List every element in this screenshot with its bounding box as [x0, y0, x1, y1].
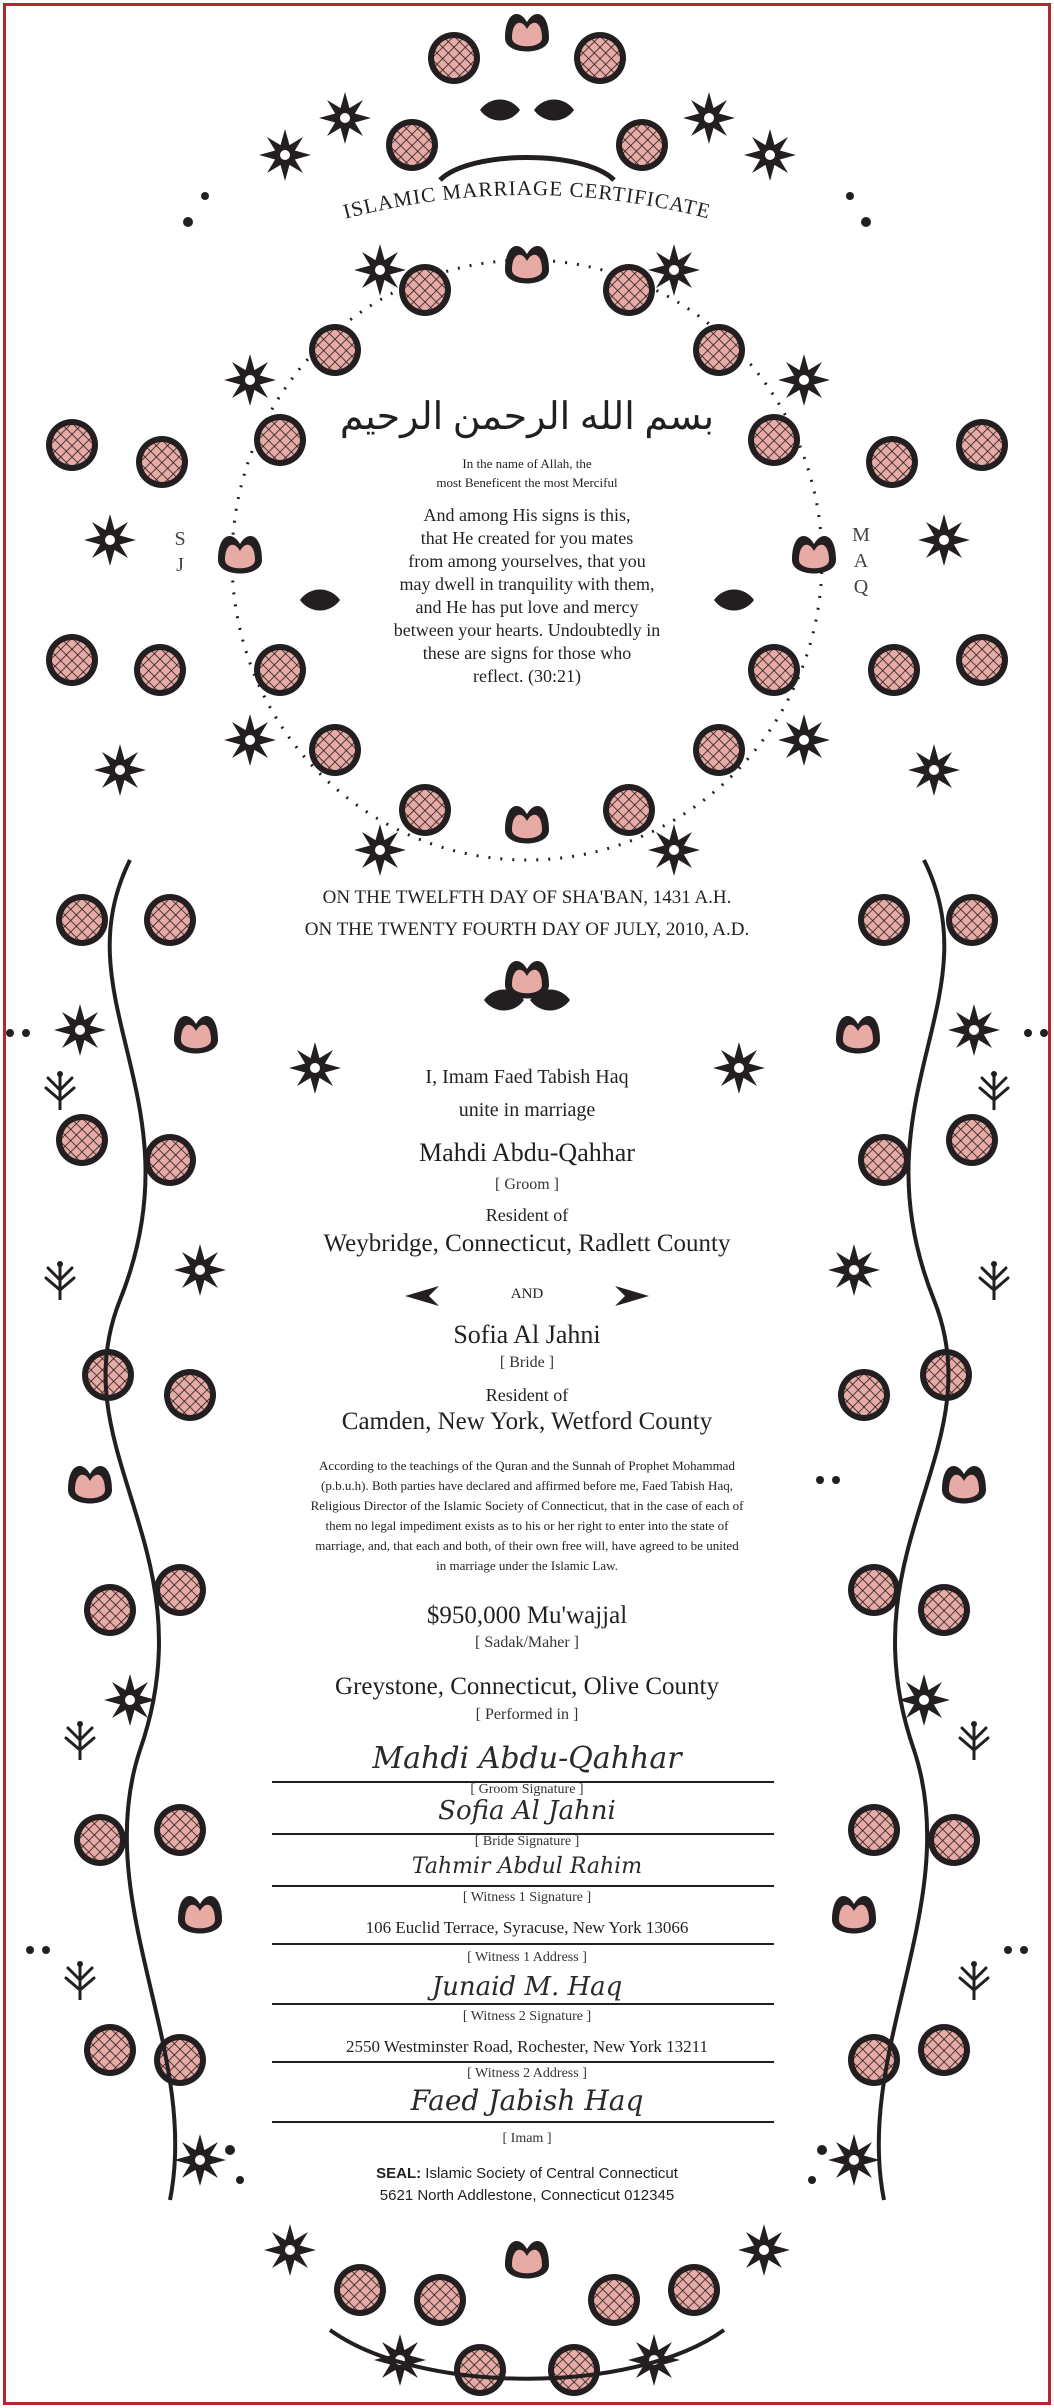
declaration-line: (p.b.u.h). Both parties have declared and affirmed before me, Faed Tabish Haq,: [321, 1478, 733, 1493]
witness2-address-caption: [ Witness 2 Address ]: [467, 2066, 587, 2081]
bride-initials: SJ: [169, 528, 191, 580]
groom-initials: MAQ: [850, 524, 872, 602]
verse-line: between your hearts. Undoubtedly in: [393, 620, 661, 640]
verse-line: reflect. (30:21): [473, 666, 581, 686]
mahr-caption: [ Sadak/Maher ]: [475, 1634, 579, 1651]
groom-name: Mahdi Abdu-Qahhar: [419, 1138, 635, 1167]
seal-block: [270, 2165, 784, 2182]
witness1-address-line: [272, 1943, 774, 1945]
and-label: AND: [510, 1286, 544, 1302]
imam-signature-line: [272, 2121, 774, 2123]
groom-resident-label: Resident of: [485, 1205, 569, 1225]
seal-text: Islamic Society of Central Connecticut: [425, 2165, 678, 2182]
witness2-address: 2550 Westminster Road, Rochester, New York 13211: [345, 2037, 708, 2056]
groom-caption: [ Groom ]: [495, 1176, 559, 1193]
groom-residence: Weybridge, Connecticut, Radlett County: [323, 1230, 731, 1257]
witness2-address-line: [272, 2061, 774, 2063]
bride-resident-label: Resident of: [485, 1385, 569, 1405]
declaration-line: in marriage under the Islamic Law.: [436, 1558, 618, 1573]
witness1-address-caption: [ Witness 1 Address ]: [467, 1950, 587, 1965]
witness2-signature-caption: [ Witness 2 Signature ]: [462, 2009, 592, 2024]
verse-line: from among yourselves, that you: [408, 551, 646, 571]
witness1-address: 106 Euclid Terrace, Syracuse, New York 13066: [365, 1918, 689, 1937]
declaration-line: marriage, and, that each and both, of their own free will, have agreed to be united: [315, 1538, 739, 1553]
groom-signature-caption: [ Groom Signature ]: [470, 1782, 584, 1797]
imam-caption: [ Imam ]: [502, 2131, 552, 2146]
verse-line: these are signs for those who: [422, 643, 632, 663]
witness2-signature-line: [272, 2003, 774, 2005]
certificate-title: ISLAMIC MARRIAGE CERTIFICATE: [340, 175, 714, 224]
unite-line: unite in marriage: [458, 1099, 596, 1121]
venue: Greystone, Connecticut, Olive County: [335, 1673, 719, 1700]
witness2-signature: Junaid M. Haq: [431, 1972, 623, 2002]
bride-residence: Camden, New York, Wetford County: [341, 1408, 713, 1435]
verse-line: And among His signs is this,: [423, 505, 631, 525]
bride-name: Sofia Al Jahni: [453, 1320, 601, 1349]
groom-signature: Mahdi Abdu-Qahhar: [372, 1741, 682, 1776]
seal-label: SEAL:: [376, 2165, 422, 2182]
witness1-signature: Tahmir Abdul Rahim: [411, 1854, 643, 1879]
declaration-line: Religious Director of the Islamic Society of Connecticut, that in the case of each of: [310, 1498, 744, 1513]
venue-caption: [ Performed in ]: [475, 1706, 579, 1723]
officiant-line: I, Imam Faed Tabish Haq: [425, 1066, 629, 1088]
imam-signature: Faed Jabish Haq: [410, 2084, 644, 2117]
verse-line: and He has put love and mercy: [415, 597, 639, 617]
mahr-amount: $950,000 Mu'wajjal: [426, 1602, 628, 1629]
bismillah-english-line2: most Beneficent the most Merciful: [436, 475, 618, 490]
date-gregorian: ON THE TWENTY FOURTH DAY OF JULY, 2010, A.D.: [304, 919, 750, 940]
verse-line: may dwell in tranquility with them,: [399, 574, 655, 594]
bismillah-calligraphy: بسم الله الرحمن الرحيم: [339, 396, 715, 438]
declaration-line: them no legal impediment exists as to his or her right to enter into the state of: [325, 1518, 729, 1533]
declaration-line: According to the teachings of the Quran and the Sunnah of Prophet Mohammad: [319, 1458, 735, 1473]
verse-line: that He created for you mates: [420, 528, 634, 548]
bride-caption: [ Bride ]: [499, 1354, 555, 1371]
bride-signature-caption: [ Bride Signature ]: [474, 1834, 580, 1849]
seal-address: 5621 North Addlestone, Connecticut 012345: [379, 2187, 675, 2204]
bismillah-english-line1: In the name of Allah, the: [462, 456, 592, 471]
bride-signature: Sofia Al Jahni: [438, 1796, 616, 1826]
witness1-signature-caption: [ Witness 1 Signature ]: [462, 1890, 592, 1905]
date-hijri: ON THE TWELFTH DAY OF SHA'BAN, 1431 A.H.: [322, 887, 732, 908]
witness1-signature-line: [272, 1885, 774, 1887]
